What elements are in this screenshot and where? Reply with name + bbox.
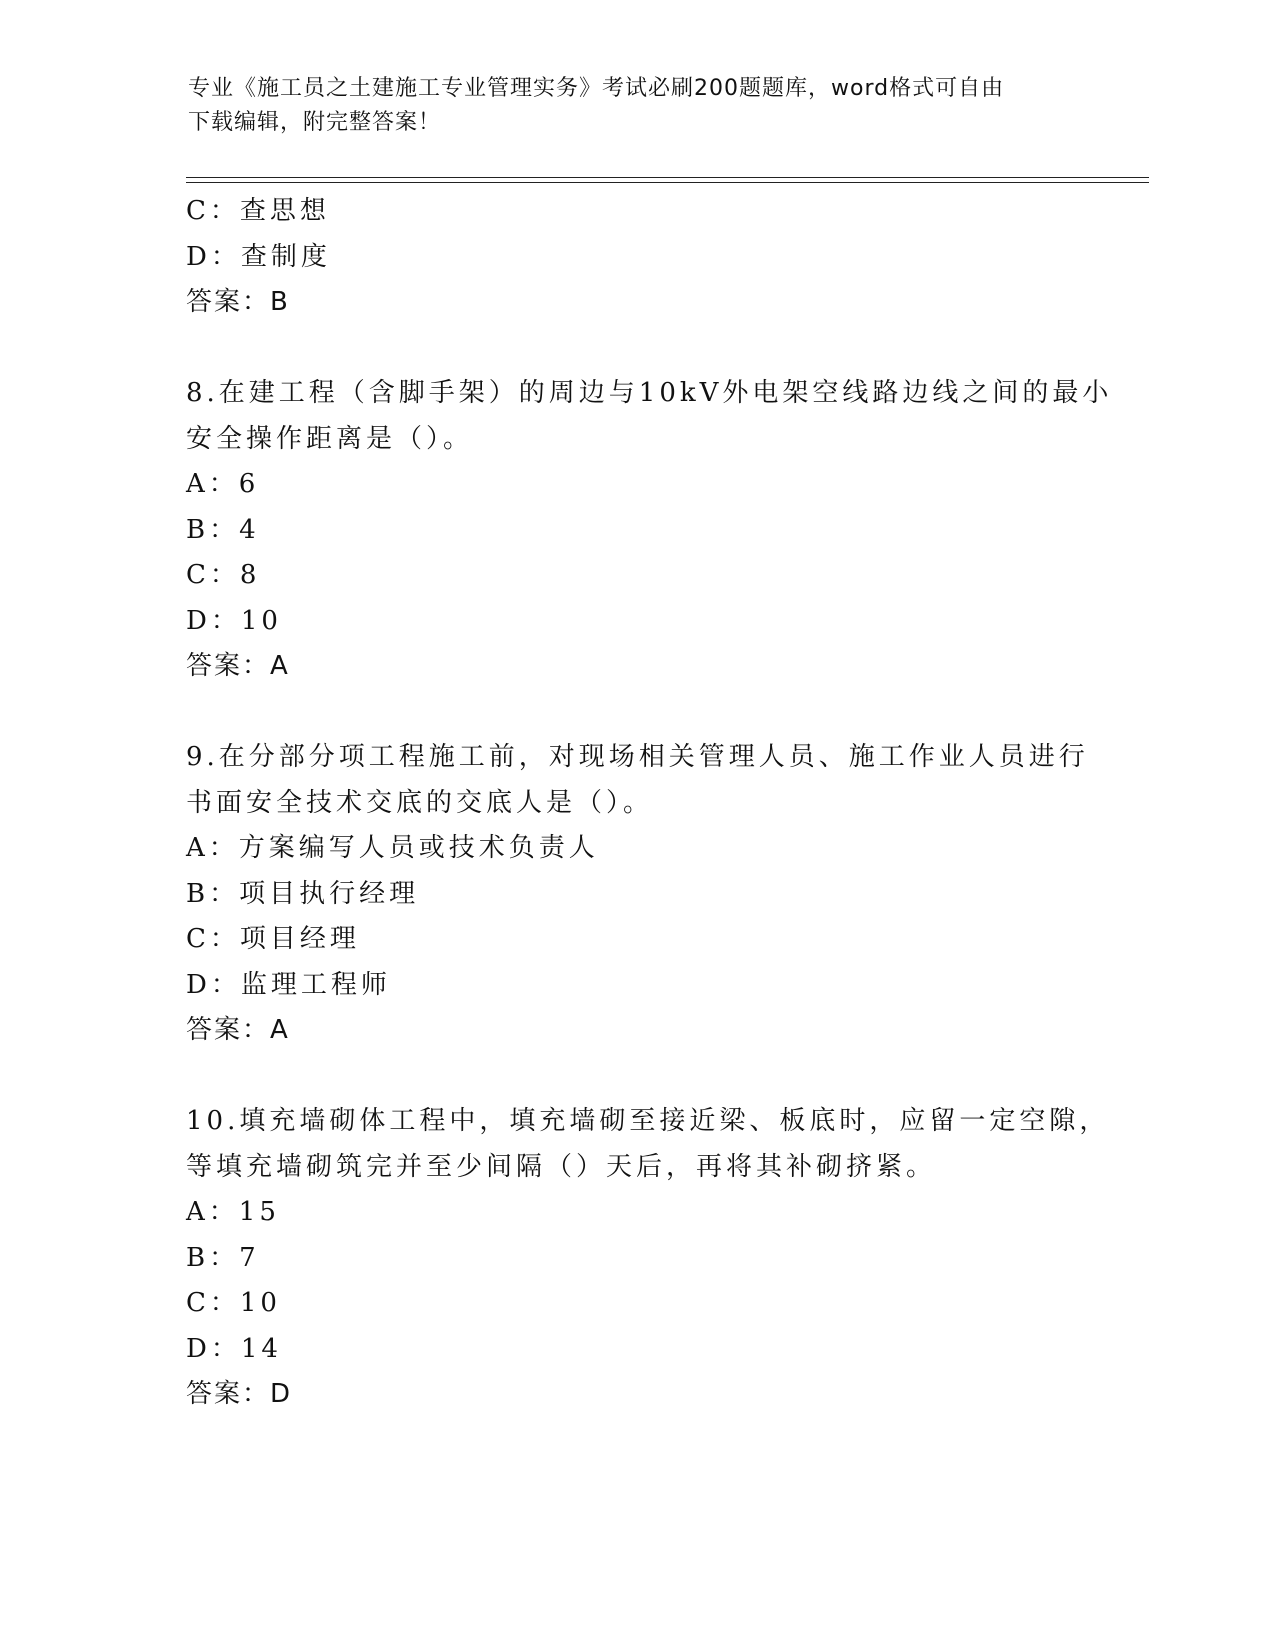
option-c: C：8: [186, 560, 261, 590]
option-a: A：6: [186, 469, 260, 499]
spacer: [186, 690, 1086, 736]
option-b: B：项目执行经理: [186, 878, 420, 909]
document-body: [186, 189, 1113, 1418]
option-d: D：10: [186, 605, 282, 636]
option-a: A：15: [186, 1197, 280, 1227]
question-stem-line-1: 8.在建工程（含脚手架）的周边与10kV外电架空线路边线之间的最小: [186, 378, 1113, 408]
header-line-1: 专业《施工员之土建施工专业管理实务》考试必刷200题题库，word格式可自由: [188, 76, 1005, 101]
question-stem-line-1: 10.填充墙砌体工程中，填充墙砌至接近梁、板底时，应留一定空隙，: [186, 1106, 1110, 1136]
question-block-9: [186, 735, 1089, 1054]
answer-line: 答案：A: [186, 651, 290, 681]
option-d: D：查制度: [186, 241, 331, 272]
question-stem-line-2: 安全操作距离是（）。: [186, 423, 474, 454]
question-stem-line-2: 等填充墙砌筑完并至少间隔（）天后，再将其补砌挤紧。: [186, 1151, 937, 1182]
answer-line: 答案：B: [186, 287, 290, 317]
answer-line: 答案：D: [186, 1379, 293, 1409]
question-stem-line-2: 书面安全技术交底的交底人是（）。: [186, 787, 654, 818]
header-divider-bottom: [186, 182, 1149, 183]
question-block-10: [186, 1099, 1110, 1418]
document-header: [188, 72, 1068, 140]
question-block-8: [186, 371, 1113, 690]
header-divider-top: [186, 177, 1149, 178]
question-stem-line-1: 9.在分部分项工程施工前，对现场相关管理人员、施工作业人员进行: [186, 742, 1089, 772]
header-line-2: 下载编辑，附完整答案！: [188, 110, 442, 135]
option-d: D：监理工程师: [186, 969, 391, 1000]
answer-line: 答案：A: [186, 1015, 290, 1045]
spacer: [186, 326, 1086, 372]
option-c: C：查思想: [186, 196, 330, 226]
option-c: C：项目经理: [186, 924, 360, 954]
option-c: C：10: [186, 1288, 281, 1318]
option-b: B：7: [186, 1242, 260, 1273]
option-d: D：14: [186, 1333, 282, 1364]
option-b: B：4: [186, 514, 260, 545]
option-a: A：方案编写人员或技术负责人: [186, 833, 599, 863]
question-block-7: [186, 189, 1086, 326]
spacer: [186, 1054, 1086, 1100]
